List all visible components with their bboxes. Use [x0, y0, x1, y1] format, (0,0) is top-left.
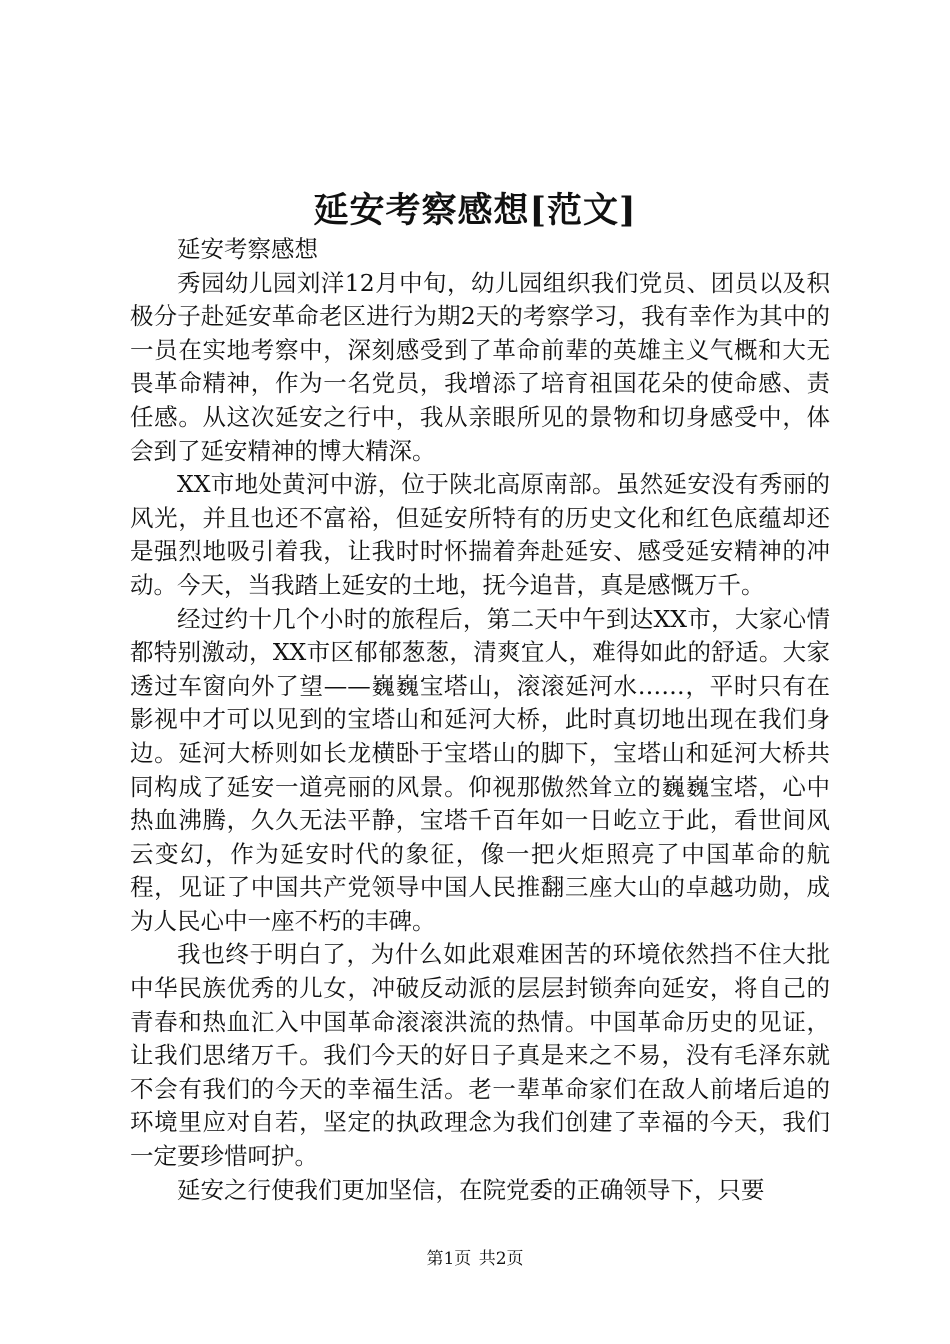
- paragraph: 延安之行使我们更加坚信，在院党委的正确领导下，只要: [177, 1175, 765, 1204]
- document-body: [130, 233, 830, 1207]
- document-title: 延安考察感想[范文]: [313, 190, 637, 231]
- paragraph: 秀园幼儿园刘洋12月中旬，幼儿园组织我们党员、团员以及积极分子赴延安革命老区进行为期2天的考察学习，我有幸作为其中的一员在实地考察中，深刻感受到了革命前辈的英雄主义气概和大无畏革命精神，作为一名党员，我增添了培育祖国花朵的使命感、责任感。从这次延安之行中，我从亲眼所见的景物和切身感受中，体会到了延安精神的博大精深。: [130, 268, 830, 465]
- paragraph-subtitle: 延安考察感想: [177, 235, 318, 263]
- paragraph: XX市地处黄河中游，位于陕北高原南部。虽然延安没有秀丽的风光，并且也还不富裕，但延安所特有的历史文化和红色底蕴却还是强烈地吸引着我，让我时时怀揣着奔赴延安、感受延安精神的冲动。今天，当我踏上延安的土地，抚今追昔，真是感慨万千。: [130, 470, 830, 599]
- page-total: 共2页: [478, 1249, 524, 1269]
- paragraph: 经过约十几个小时的旅程后，第二天中午到达XX市，大家心情都特别激动，XX市区郁郁葱葱，清爽宜人，难得如此的舒适。大家透过车窗向外了望——巍巍宝塔山，滚滚延河水……，平时只有在影视中才可以见到的宝塔山和延河大桥，此时真切地出现在我们身边。延河大桥则如长龙横卧于宝塔山的脚下，宝塔山和延河大桥共同构成了延安一道亮丽的风景。仰视那傲然耸立的巍巍宝塔，心中热血沸腾，久久无法平静，宝塔千百年如一日屹立于此，看世间风云变幻，作为延安时代的象征，像一把火炬照亮了中国革命的航程，见证了中国共产党领导中国人民推翻三座大山的卓越功勋，成为人民心中一座不朽的丰碑。: [130, 604, 830, 935]
- page-number: 第1页: [426, 1249, 472, 1269]
- page-footer: [0, 1244, 950, 1269]
- paragraph: 我也终于明白了，为什么如此艰难困苦的环境依然挡不住大批中华民族优秀的儿女，冲破反动派的层层封锁奔向延安，将自己的青春和热血汇入中国革命滚滚洪流的热情。中国革命历史的见证，让我们思绪万千。我们今天的好日子真是来之不易，没有毛泽东就不会有我们的今天的幸福生活。老一辈革命家们在敌人前堵后追的环境里应对自若，坚定的执政理念为我们创建了幸福的今天，我们一定要珍惜呵护。: [130, 940, 830, 1171]
